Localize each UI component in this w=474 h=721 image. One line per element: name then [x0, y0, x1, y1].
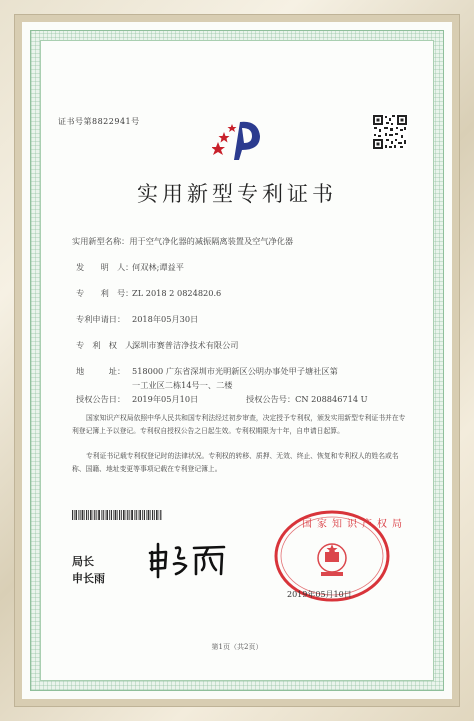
qr-code-icon — [372, 114, 408, 150]
field-value: 用于空气净化器的减振隔离装置及空气净化器 — [129, 236, 294, 246]
field-value: 深圳市赛普洁净技术有限公司 — [132, 340, 239, 350]
director-title-label: 局长 — [72, 555, 94, 568]
field-patentee — [76, 340, 238, 351]
field-grant-date — [76, 394, 198, 405]
field-grant-number — [246, 394, 368, 405]
field-value: 2018年05月30日 — [132, 314, 199, 324]
field-value: CN 208846714 U — [295, 394, 368, 404]
certificate-title: 实用新型专利证书 — [137, 182, 337, 206]
cnipa-logo-icon — [212, 116, 266, 164]
field-label: 发 明 人： — [76, 262, 134, 272]
field-value: 2019年05月10日 — [132, 394, 199, 404]
page-footer: 第1页（共2页） — [211, 643, 263, 651]
barcode-icon — [72, 510, 172, 538]
field-label: 专利申请日： — [76, 314, 126, 324]
field-label: 地 址： — [76, 366, 126, 376]
field-label: 专 利 权 人： — [76, 340, 142, 350]
seal-date: 2019年05月10日 — [287, 590, 352, 599]
body-paragraph-2: 专利证书记载专利权登记时的法律状况。专利权的转移、质押、无效、终止、恢复和专利权人的姓名或名称、国籍、地址变更等事项记载在专利登记簿上。 — [72, 452, 399, 473]
field-label: 授权公告日： — [76, 394, 126, 404]
field-value: 518000 广东省深圳市光明新区公明办事处甲子塘社区第 — [132, 366, 338, 376]
handwritten-signature — [146, 540, 236, 584]
field-utility-model-name — [72, 236, 293, 247]
field-address — [76, 366, 338, 377]
director-name-label: 申长雨 — [72, 572, 105, 585]
field-value: 何双林;谭益平 — [132, 262, 184, 272]
certificate-number: 证书号第8822941号 — [58, 117, 140, 126]
field-label: 授权公告号： — [246, 394, 296, 404]
field-address-line2: 一工业区二栋14号一、二楼 — [132, 380, 233, 390]
field-label: 实用新型名称： — [72, 236, 130, 246]
seal-text: 国家知识产权局 — [302, 519, 407, 530]
field-label: 专 利 号： — [76, 288, 134, 298]
field-patent-number — [76, 288, 221, 299]
body-paragraph-1: 国家知识产权局依照中华人民共和国专利法经过初步审查，决定授予专利权，颁发实用新型专利证书并在专利登记簿上予以登记。专利权自授权公告之日起生效。专利权期限为十年，自申请日起算。 — [72, 414, 406, 435]
field-inventor — [76, 262, 184, 273]
field-application-date — [76, 314, 198, 325]
field-value: ZL 2018 2 0824820.6 — [132, 288, 222, 298]
